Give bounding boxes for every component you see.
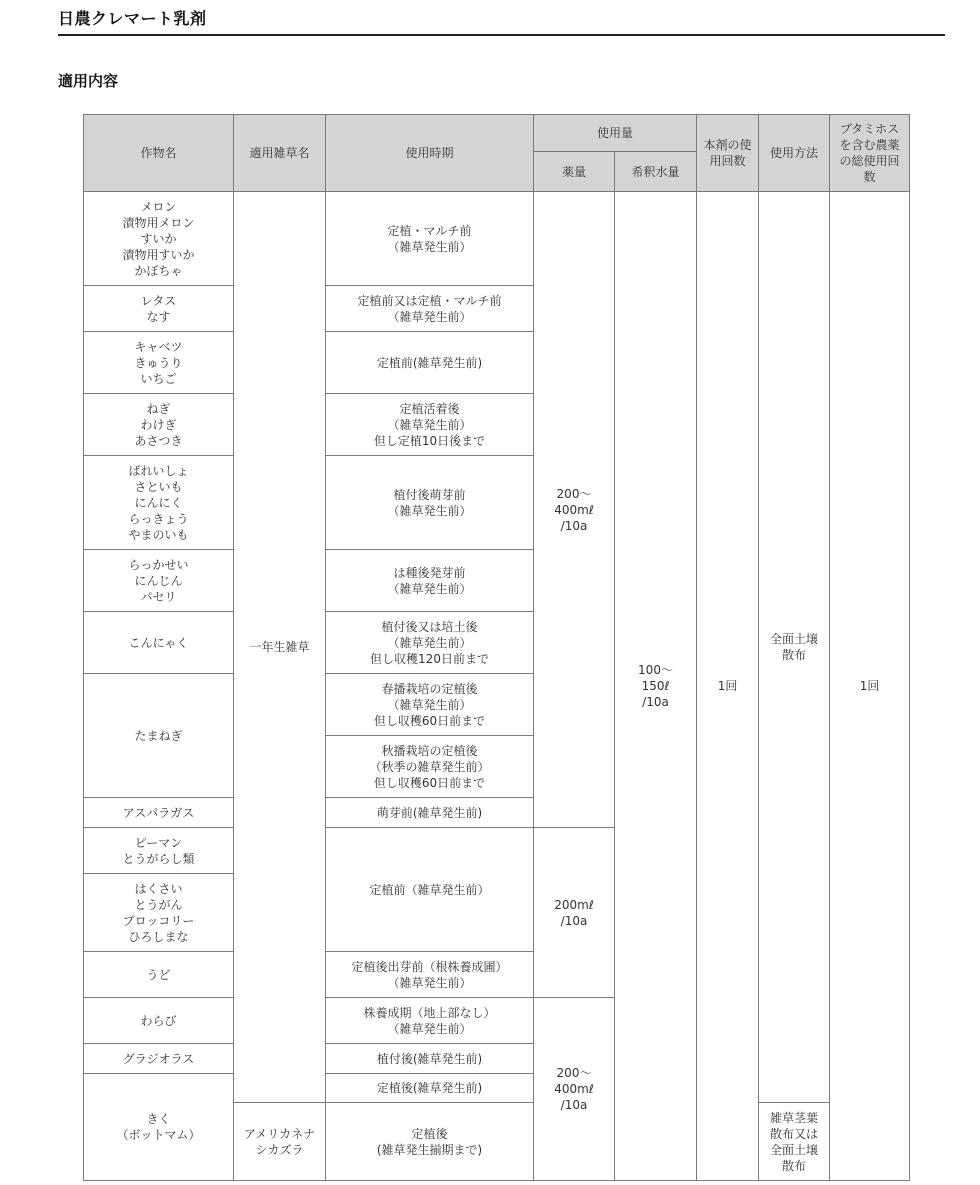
timing-cell: 秋播栽培の定植後 （秋季の雑草発生前） 但し収穫60日前まで [326, 736, 534, 798]
amount-cell: 200〜 400mℓ /10a [534, 998, 615, 1181]
section-title: 適用内容 [58, 72, 119, 90]
crop-cell: ばれいしょ さといも にんにく らっきょう やまのいも [84, 456, 234, 550]
crop-cell: こんにゃく [84, 612, 234, 674]
timing-cell: 定植後 (雑草発生揃期まで) [326, 1103, 534, 1181]
timing-cell: 定植・マルチ前 （雑草発生前） [326, 192, 534, 286]
crop-cell: はくさい とうがん ブロッコリー ひろしまな [84, 874, 234, 952]
timing-cell: 植付後又は培土後 （雑草発生前） 但し収穫120日前まで [326, 612, 534, 674]
timing-cell: 定植後(雑草発生前) [326, 1074, 534, 1103]
application-table [83, 114, 910, 1181]
water-cell: 100〜 150ℓ /10a [615, 192, 697, 1181]
header-chemical-amount: 薬量 [534, 152, 615, 192]
weed-cell: 一年生雑草 [234, 192, 326, 1103]
amount-cell: 200mℓ /10a [534, 828, 615, 998]
crop-cell: たまねぎ [84, 674, 234, 798]
crop-cell: アスパラガス [84, 798, 234, 828]
crop-cell: ピーマン とうがらし類 [84, 828, 234, 874]
timing-cell: 植付後(雑草発生前) [326, 1044, 534, 1074]
crop-cell: ねぎ わけぎ あさつき [84, 394, 234, 456]
header-method: 使用方法 [759, 115, 830, 192]
timing-cell: 植付後萌芽前 （雑草発生前） [326, 456, 534, 550]
timing-cell: 定植前(雑草発生前) [326, 332, 534, 394]
timing-cell: 株養成期（地上部なし） （雑草発生前） [326, 998, 534, 1044]
timing-cell: 春播栽培の定植後 （雑草発生前） 但し収穫60日前まで [326, 674, 534, 736]
crop-cell: キャベツ きゅうり いちご [84, 332, 234, 394]
table-row [84, 192, 910, 286]
timing-cell: 定植活着後 （雑草発生前） 但し定植10日後まで [326, 394, 534, 456]
header-weed: 適用雑草名 [234, 115, 326, 192]
header-dilution-water: 希釈水量 [615, 152, 697, 192]
crop-cell: メロン 漬物用メロン すいか 漬物用すいか かぼちゃ [84, 192, 234, 286]
timing-cell: は種後発芽前 （雑草発生前） [326, 550, 534, 612]
header-total-count: ブタミホス を含む農薬 の総使用回 数 [830, 115, 910, 192]
header-usage-amount: 使用量 [534, 115, 697, 152]
header-crop: 作物名 [84, 115, 234, 192]
header-use-count: 本剤の使 用回数 [697, 115, 759, 192]
crop-cell: きく （ボットマム） [84, 1074, 234, 1181]
crop-cell: らっかせい にんじん パセリ [84, 550, 234, 612]
document-title: 日農クレマート乳剤 [58, 6, 945, 36]
total-count-cell: 1回 [830, 192, 910, 1181]
timing-cell: 萌芽前(雑草発生前) [326, 798, 534, 828]
crop-cell: グラジオラス [84, 1044, 234, 1074]
header-row-1 [84, 115, 910, 152]
crop-cell: うど [84, 952, 234, 998]
header-timing: 使用時期 [326, 115, 534, 192]
amount-cell: 200〜 400mℓ /10a [534, 192, 615, 828]
timing-cell: 定植前又は定植・マルチ前 （雑草発生前） [326, 286, 534, 332]
method-cell: 雑草茎葉 散布又は 全面土壌 散布 [759, 1103, 830, 1181]
method-cell: 全面土壌 散布 [759, 192, 830, 1103]
timing-cell: 定植後出芽前（根株養成圃） （雑草発生前） [326, 952, 534, 998]
crop-cell: レタス なす [84, 286, 234, 332]
crop-cell: わらび [84, 998, 234, 1044]
weed-cell: アメリカネナ シカズラ [234, 1103, 326, 1181]
use-count-cell: 1回 [697, 192, 759, 1181]
timing-cell: 定植前（雑草発生前） [326, 828, 534, 952]
